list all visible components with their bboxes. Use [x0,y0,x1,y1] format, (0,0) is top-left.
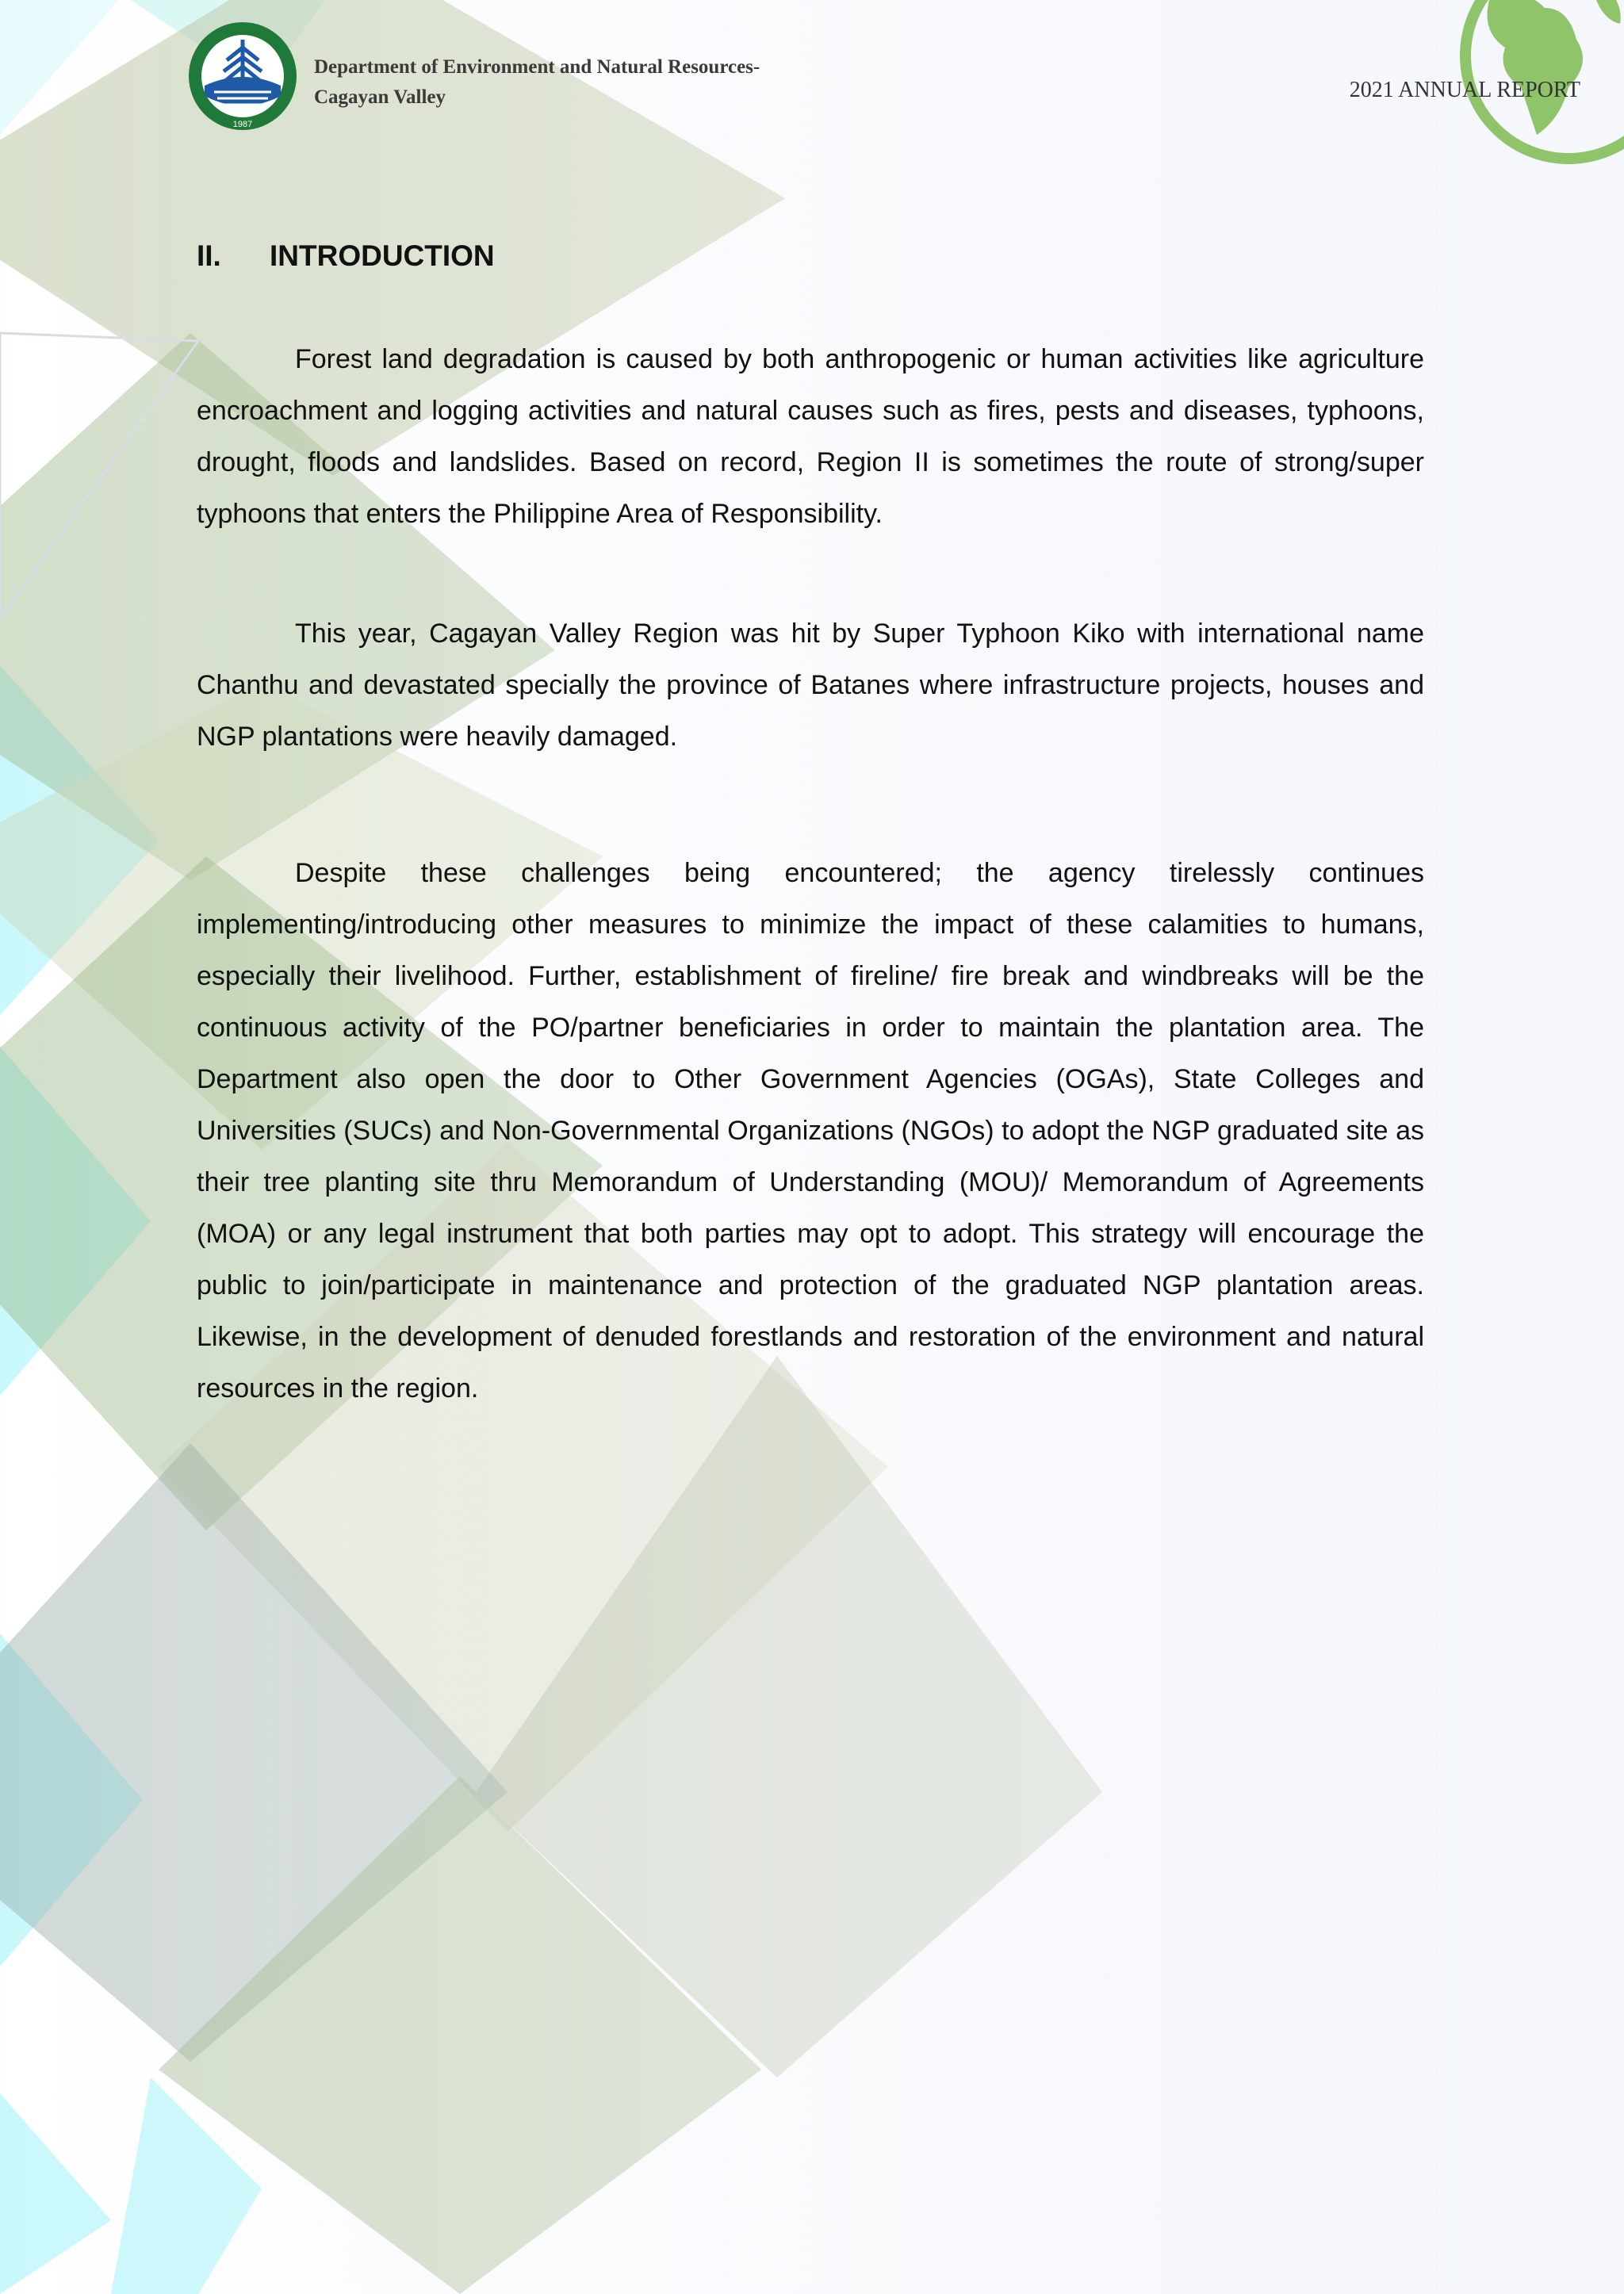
paragraph: Forest land degradation is caused by both anthropogenic or human activities like agriculture encroachment and logging activities and natural causes such as fires, pests and diseases, typhoons, drought, floods and landslides. Based on record, Region II is sometimes the route of strong/super typhoons that enters the Philippine Area of Responsibility. [197,344,1424,529]
section-title: INTRODUCTION [270,239,495,272]
paragraph: Despite these challenges being encountered; the agency tirelessly continues implementing/introducing other measures to minimize the impact of these calamities to humans, especially their livelihood. Further, establishment of fireline/ fire break and windbreaks will be the continuous activity of the PO/partner beneficiaries in order to maintain the plantation area. The Department also open the door to Other Government Agencies (OGAs), State Colleges and Universities (SUCs) and Non-Governmental Organizations (NGOs) to adopt the NGP graduated site as their tree planting site thru Memorandum of Understanding (MOU)/ Memorandum of Agreements (MOA) or any legal instrument that both parties may opt to adopt. This strategy will encourage the public to join/participate in maintenance and protection of the graduated NGP plantation areas. Likewise, in the development of denuded forestlands and restoration of the environment and natural resources in the region. [197,858,1424,1404]
report-title: 2021 ANNUAL REPORT [1349,78,1580,102]
paragraph: This year, Cagayan Valley Region was hit by Super Typhoon Kiko with international name Chanthu and devastated specially the province of Batanes where infrastructure projects, houses and NGP plantations were heavily damaged. [197,618,1424,752]
org-line-1: Department of Environment and Natural Resources- [314,56,760,78]
org-line-2: Cagayan Valley [314,86,446,108]
denr-logo [187,21,298,132]
main-content [197,234,1424,1415]
section-number: II. [197,239,221,272]
logo-year: 1987 [232,120,253,129]
section-heading [197,234,1424,278]
organization-name [314,52,760,113]
page-header [0,0,1624,182]
